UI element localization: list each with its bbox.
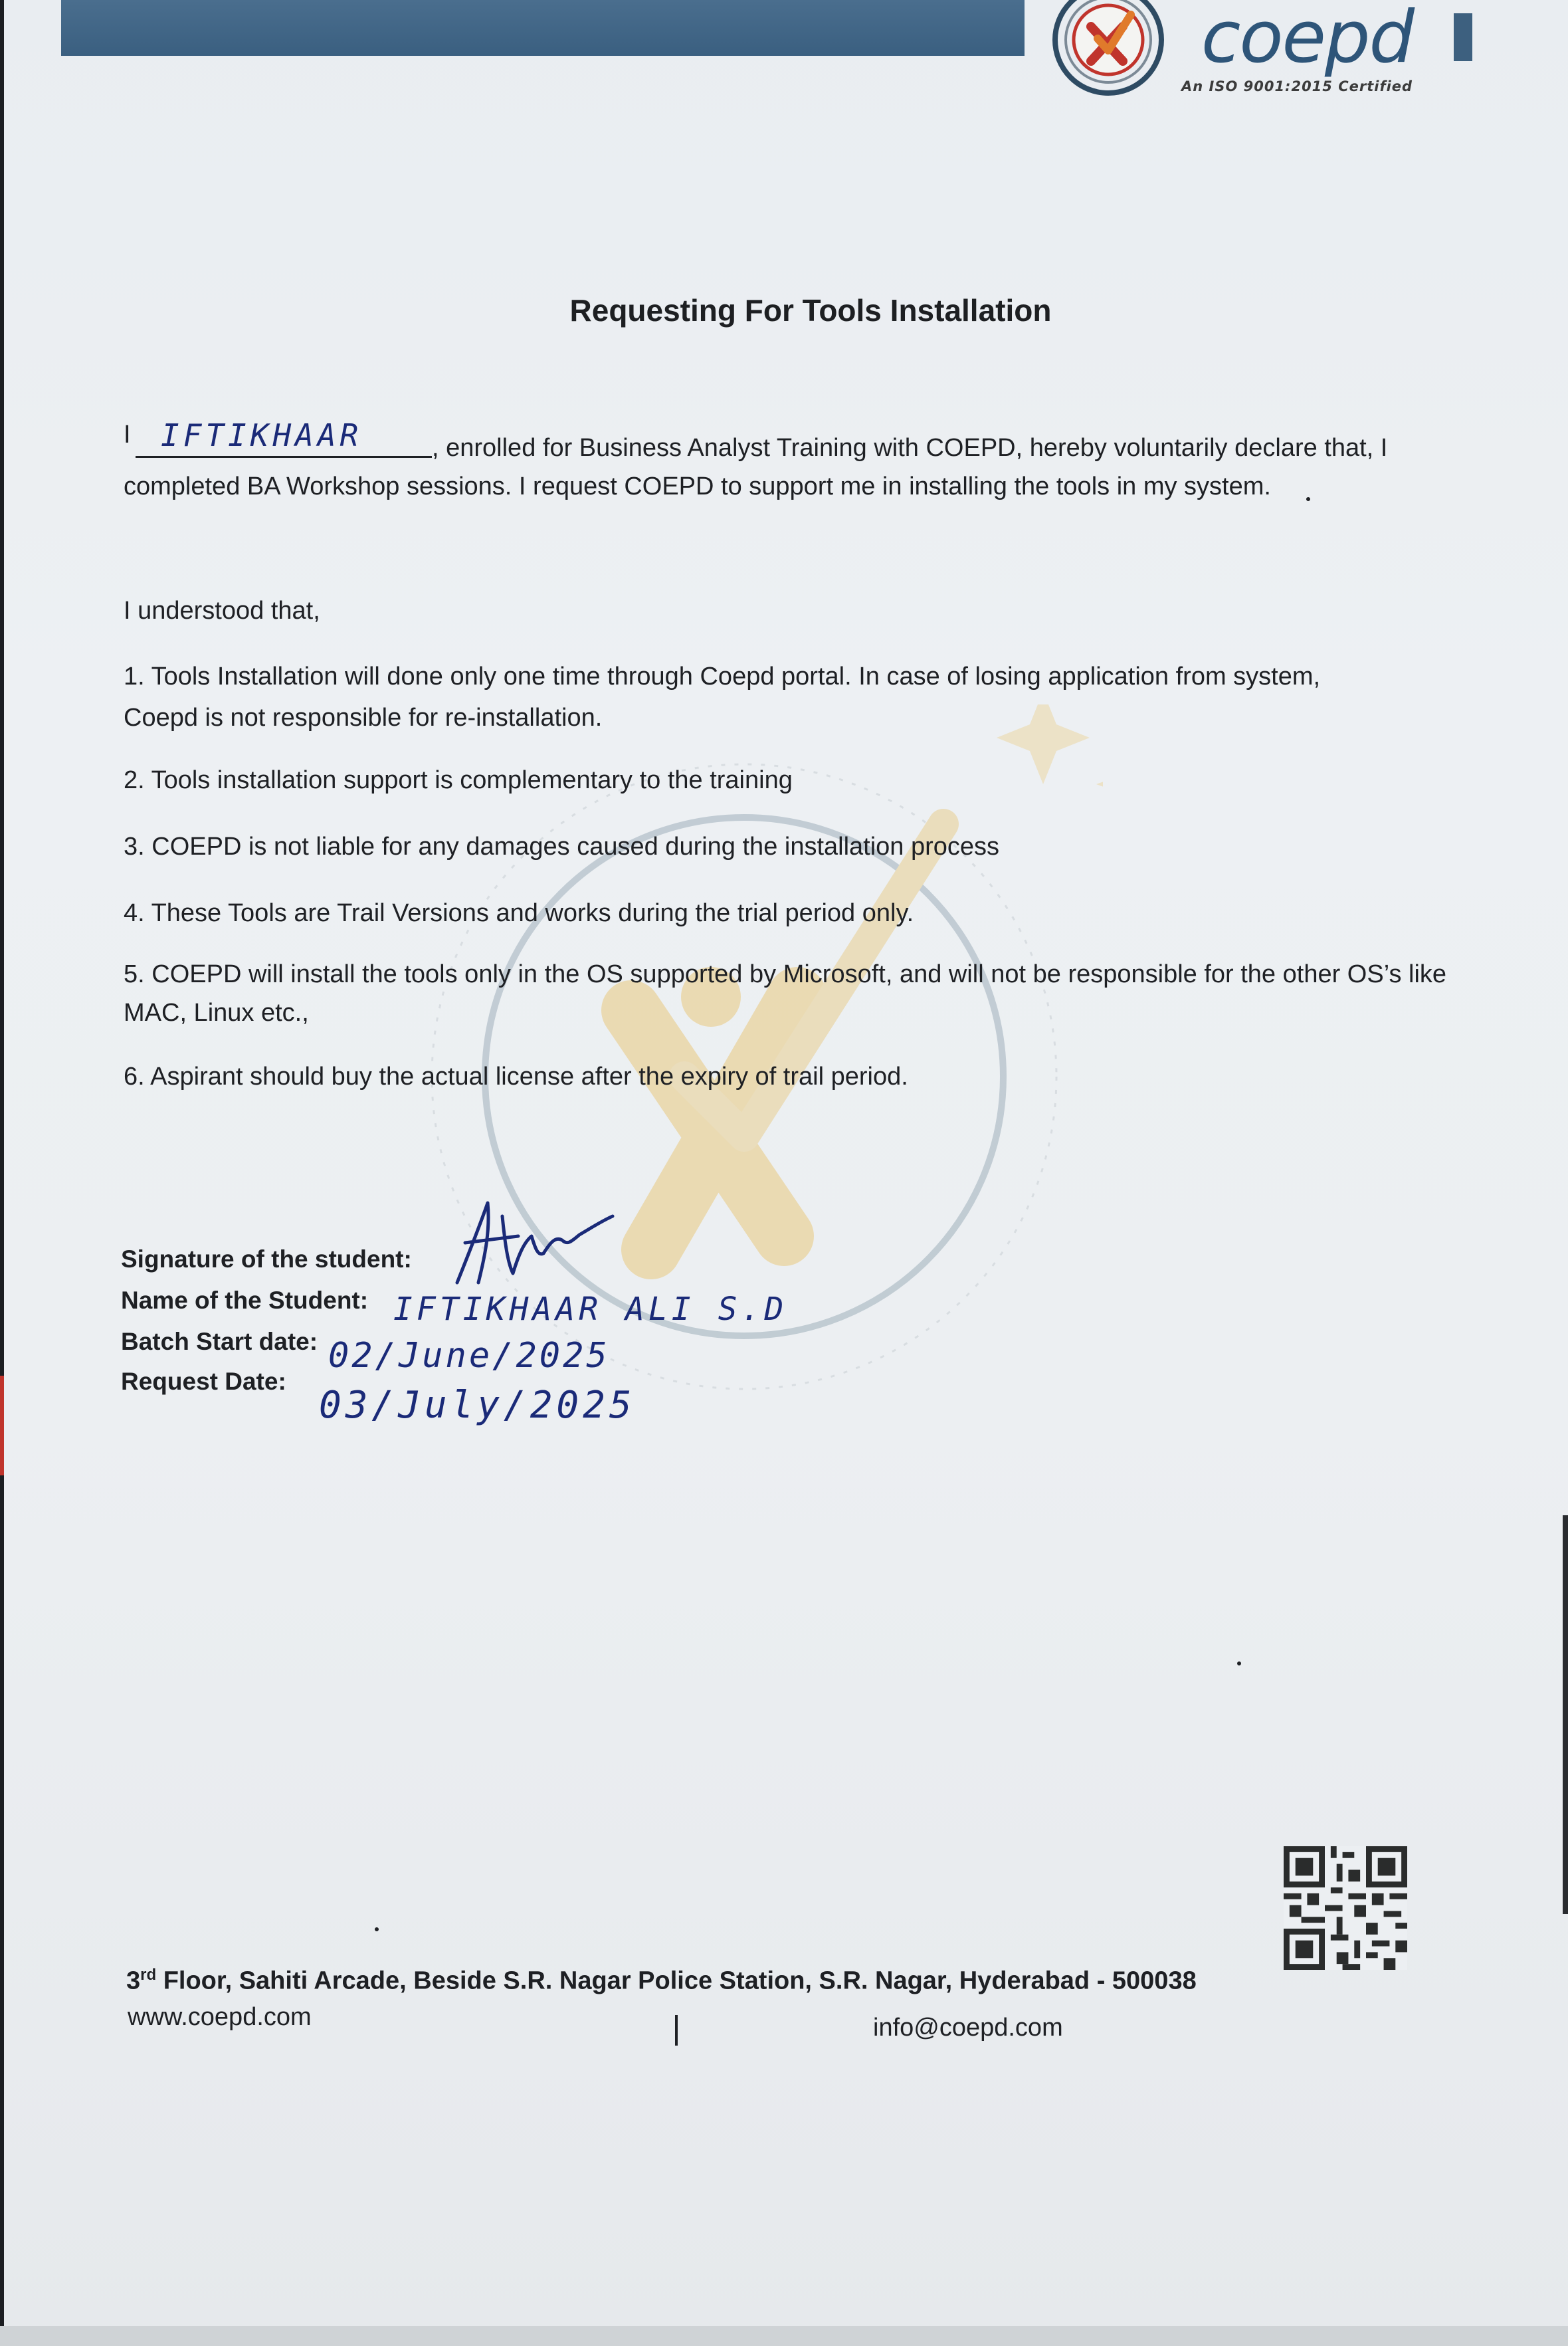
batch-start-label: Batch Start date: <box>121 1328 318 1355</box>
student-signature <box>439 1190 625 1296</box>
header-banner <box>61 0 1025 56</box>
stray-mark <box>1237 1661 1241 1665</box>
point-1-line-2: Coepd is not responsible for re-installation. <box>124 704 603 732</box>
address-text: Floor, Sahiti Arcade, Beside S.R. Nagar Police Station, S.R. Nagar, Hyderabad - 500038 <box>156 1967 1197 1995</box>
footer-address <box>126 1966 1197 1996</box>
name-blank-line <box>136 456 432 458</box>
coepd-logo <box>1042 0 1440 100</box>
footer-divider <box>675 2015 678 2046</box>
footer-email: info@coepd.com <box>873 2014 1063 2042</box>
page-left-edge-accent <box>0 1376 4 1475</box>
batch-start-value: 02/June/2025 <box>328 1336 610 1376</box>
understood-heading: I understood that, <box>124 597 320 625</box>
point-5-line-2: MAC, Linux etc., <box>124 999 309 1027</box>
handwritten-student-name: IFTIKHAAR <box>161 417 363 453</box>
point-2: 2. Tools installation support is complementary to the training <box>124 766 793 794</box>
point-3: 3. COEPD is not liable for any damages caused during the installation process <box>124 833 1000 861</box>
point-4: 4. These Tools are Trail Versions and works during the trial period only. <box>124 899 914 927</box>
request-date-label: Request Date: <box>121 1368 286 1395</box>
address-floor-number: 3 <box>126 1967 141 1995</box>
request-date-value: 03/July/2025 <box>319 1384 636 1427</box>
intro-line-1: , enrolled for Business Analyst Training with COEPD, hereby voluntarily declare that, I <box>432 434 1388 462</box>
point-6: 6. Aspirant should buy the actual license after the expiry of trail period. <box>124 1063 908 1091</box>
document-title: Requesting For Tools Installation <box>569 293 1052 328</box>
student-name-label: Name of the Student: <box>121 1287 369 1314</box>
logo-wordmark: coepd <box>1201 0 1414 79</box>
signature-label: Signature of the student: <box>121 1245 412 1273</box>
student-name-value: IFTIKHAAR ALI S.D <box>393 1291 788 1328</box>
intro-line-2: completed BA Workshop sessions. I request COEPD to support me in installing the tools in my system. <box>124 473 1271 500</box>
address-floor-suffix: rd <box>140 1966 157 1984</box>
stray-mark <box>1306 497 1310 501</box>
logo-emblem-icon <box>1042 0 1188 100</box>
qr-code-icon <box>1284 1846 1407 1970</box>
intro-prefix: I <box>124 421 131 449</box>
header-right-accent <box>1454 13 1472 61</box>
point-5-line-1: 5. COEPD will install the tools only in the OS supported by Microsoft, and will not be responsible for the other OS’s like <box>124 960 1447 988</box>
stray-mark <box>375 1927 379 1931</box>
footer-website: www.coepd.com <box>128 2003 312 2031</box>
point-1-line-1: 1. Tools Installation will done only one time through Coepd portal. In case of losing application from system, <box>124 663 1321 691</box>
logo-certification: An ISO 9001:2015 Certified <box>1181 78 1413 94</box>
page-bottom-edge <box>0 2326 1568 2346</box>
page-right-edge <box>1563 1515 1568 1914</box>
page-left-edge <box>0 0 4 2346</box>
